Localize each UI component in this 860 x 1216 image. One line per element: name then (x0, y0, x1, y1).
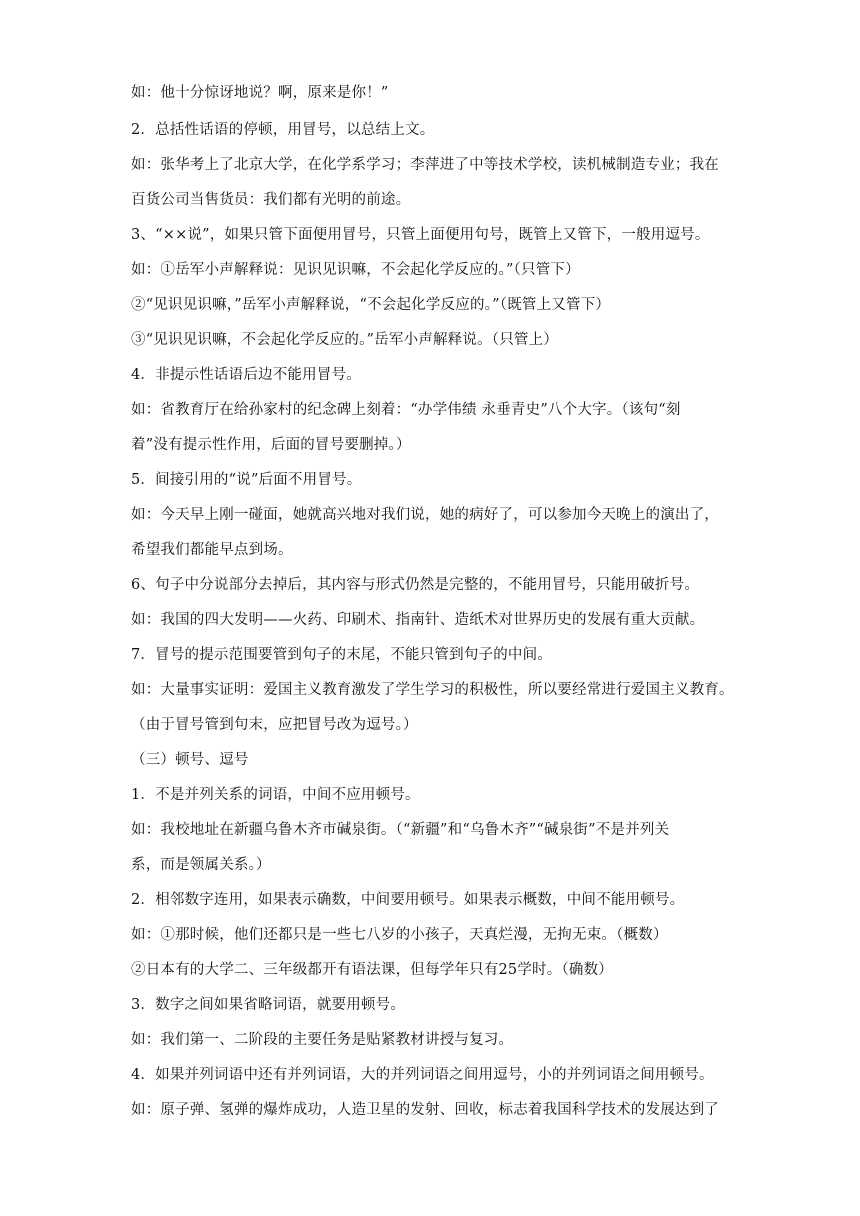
text-line: 如：省教育厅在给孙家村的纪念碑上刻着：“办学伟绩 永垂青史”八个大字。（该句“刻 (131, 402, 681, 418)
text-line: 如：我校地址在新疆乌鲁木齐市碱泉街。（“新疆”和“乌鲁木齐”“碱泉街”不是并列关 (131, 822, 670, 838)
text-line: 5．间接引用的“说”后面不用冒号。 (131, 472, 362, 488)
text-line: 7．冒号的提示范围要管到句子的末尾，不能只管到句子的中间。 (131, 647, 553, 663)
text-line: 希望我们都能早点到场。 (131, 542, 293, 558)
text-line: 如：原子弹、氢弹的爆炸成功，人造卫星的发射、回收，标志着我国科学技术的发展达到了 (131, 1102, 719, 1118)
text-line: 6、句子中分说部分去掉后，其内容与形式仍然是完整的，不能用冒号，只能用破折号。 (131, 577, 700, 593)
document-body (131, 78, 741, 1125)
text-line: 如：我们第一、二阶段的主要任务是贴紧教材讲授与复习。 (131, 1032, 514, 1048)
text-line: 如：张华考上了北京大学，在化学系学习；李萍进了中等技术学校，读机械制造专业；我在 (131, 157, 719, 173)
text-line: 如：今天早上刚一碰面，她就高兴地对我们说，她的病好了，可以参加今天晚上的演出了， (131, 507, 719, 523)
section-heading: （三）顿号、逗号 (131, 752, 249, 768)
text-line: 如：我国的四大发明——火药、印刷术、指南针、造纸术对世界历史的发展有重大贡献。 (131, 612, 705, 628)
text-line: 如：大量事实证明：爱国主义教育激发了学生学习的积极性，所以要经常进行爱国主义教育。 (131, 682, 734, 698)
text-line: ③“见识见识嘛，不会起化学反应的。”岳军小声解释说。（只管上） (131, 332, 559, 348)
text-line: ②“见识见识嘛，”岳军小声解释说，“不会起化学反应的。”（既管上又管下） (131, 297, 611, 313)
text-line: 3．数字之间如果省略词语，就要用顿号。 (131, 997, 406, 1013)
text-line: 1．不是并列关系的词语，中间不应用顿号。 (131, 787, 420, 803)
text-line: （由于冒号管到句末，应把冒号改为逗号。） (131, 717, 418, 733)
text-line: ②日本有的大学二、三年级都开有语法课，但每学年只有25学时。（确数） (131, 962, 613, 978)
text-line: 系，而是领属关系。） (131, 857, 271, 873)
text-line: 如：他十分惊讶地说？啊，原来是你！” (131, 85, 389, 101)
text-line: 4．如果并列词语中还有并列词语，大的并列词语之间用逗号，小的并列词语之间用顿号。 (131, 1067, 714, 1083)
text-line: 如：①岳军小声解释说：见识见识嘛，不会起化学反应的。”（只管下） (131, 262, 580, 278)
text-line: 百货公司当售货员：我们都有光明的前途。 (131, 192, 411, 208)
text-line: 如：①那时候，他们还都只是一些七八岁的小孩子，天真烂漫，无拘无束。（概数） (131, 927, 668, 943)
text-line: 2．相邻数字连用，如果表示确数，中间要用顿号。如果表示概数，中间不能用顿号。 (131, 892, 685, 908)
text-line: 4．非提示性话语后边不能用冒号。 (131, 367, 361, 383)
text-line: 2．总括性话语的停顿，用冒号，以总结上文。 (131, 122, 435, 138)
text-line: 3、“××说”，如果只管下面便用冒号，只管上面便用句号，既管上又管下，一般用逗号。 (131, 227, 710, 243)
text-line: 着”没有提示性作用，后面的冒号要删掉。） (131, 437, 411, 453)
